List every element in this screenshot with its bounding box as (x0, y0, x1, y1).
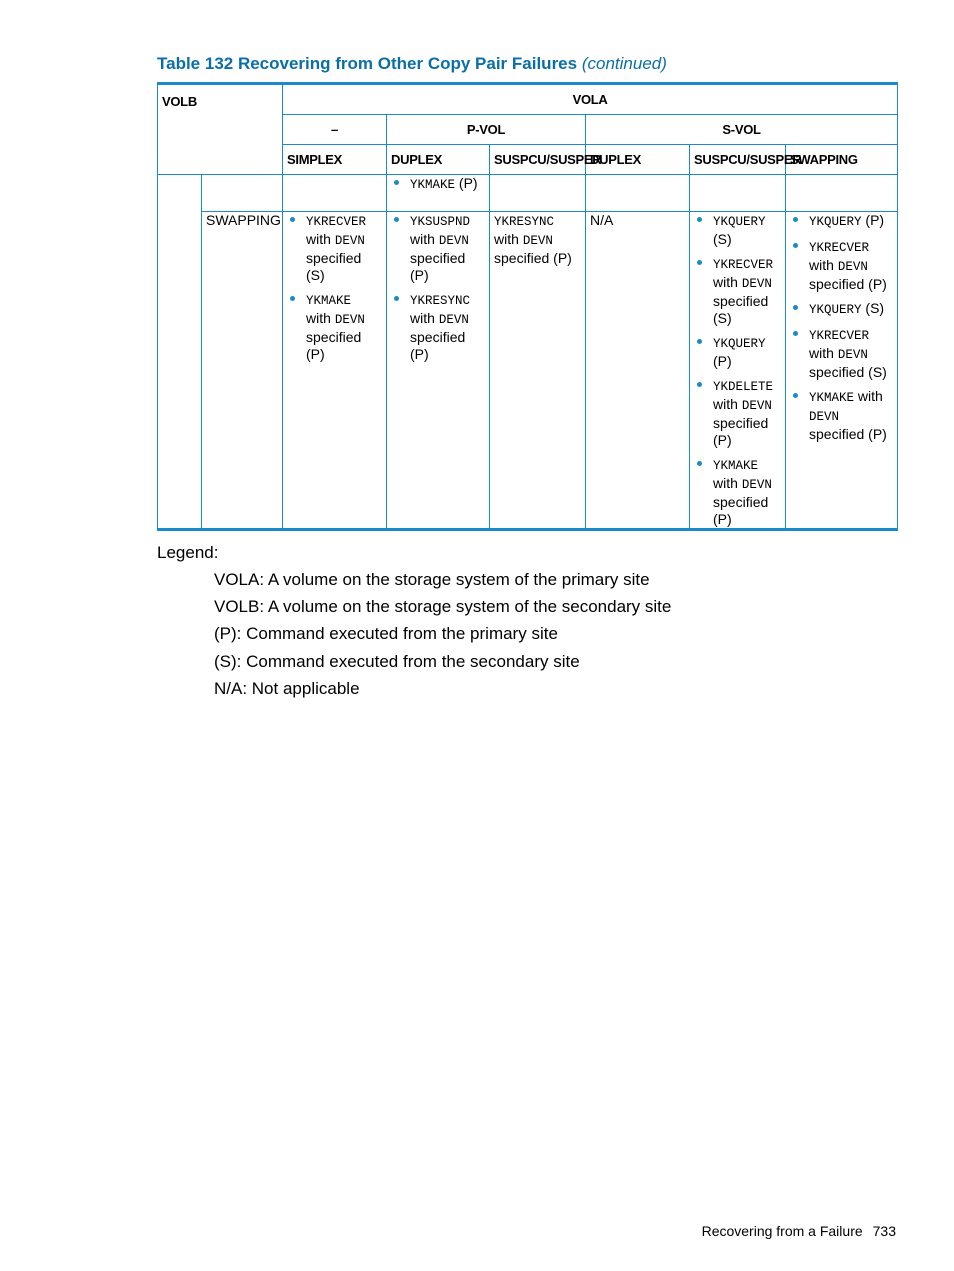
copy-pair-failure-table (157, 82, 898, 531)
table-cell (202, 175, 283, 212)
header-svol-duplex: DUPLEX (586, 145, 690, 175)
legend-item: (P): Command executed from the primary site (214, 624, 558, 644)
header-simplex: SIMPLEX (283, 145, 387, 175)
list-item: YKMAKE with DEVN specified (P) (694, 456, 781, 528)
header-pvol-suspcu: SUSPCU/SUSPER (490, 145, 586, 175)
caption-title: Table 132 Recovering from Other Copy Pair Failures (157, 54, 578, 73)
legend-item: VOLB: A volume on the storage system of the secondary site (214, 597, 672, 617)
list-item: YKMAKE with DEVN specified (P) (790, 388, 893, 443)
list-item: YKQUERY (P) (790, 212, 893, 231)
list-item: YKRECVER with DEVN specified (P) (790, 238, 893, 293)
list-item: YKRESYNC with DEVN specified (P) (391, 291, 485, 363)
table-cell (283, 212, 387, 530)
legend-item: N/A: Not applicable (214, 678, 360, 698)
table-cell (387, 175, 490, 212)
list-item: YKRECVER with DEVN specified (S) (287, 212, 382, 284)
list-item: YKRECVER with DEVN specified (S) (790, 326, 893, 381)
list-item: YKRECVER with DEVN specified (S) (694, 255, 781, 327)
header-vola: VOLA (283, 84, 898, 115)
list-item: YKMAKE with DEVN specified (P) (287, 291, 382, 363)
list-item: YKQUERY (S) (694, 212, 781, 248)
table-cell (690, 175, 786, 212)
table-cell: YKRESYNC with DEVN specified (P) (490, 212, 586, 530)
header-pvol: P-VOL (387, 115, 586, 145)
header-dash: – (283, 115, 387, 145)
table-cell (387, 212, 490, 530)
row-label-swapping: SWAPPING (202, 212, 283, 530)
legend-item: (S): Command executed from the secondary site (214, 651, 580, 671)
header-svol: S-VOL (586, 115, 898, 145)
caption-continued: (continued) (581, 54, 667, 73)
table-cell (586, 175, 690, 212)
table-cell (690, 212, 786, 530)
header-swapping: SWAPPING (786, 145, 898, 175)
list-item: YKQUERY (S) (790, 300, 893, 319)
command: YKMAKE (410, 178, 456, 192)
header-volb: VOLB (158, 84, 283, 175)
footer-section: Recovering from a Failure (701, 1223, 863, 1239)
table-cell: N/A (586, 212, 690, 530)
legend-item: VOLA: A volume on the storage system of the primary site (214, 570, 650, 589)
table-caption (157, 54, 667, 74)
legend-list (214, 570, 671, 706)
list-item: YKMAKE (P) (391, 175, 485, 194)
header-pvol-duplex: DUPLEX (387, 145, 490, 175)
page-footer (702, 1223, 896, 1239)
table-cell (283, 175, 387, 212)
table-cell (158, 175, 202, 530)
page-number: 733 (872, 1223, 896, 1239)
table-row (158, 212, 898, 530)
legend-title: Legend: (157, 543, 219, 562)
list-item: YKSUSPND with DEVN specified (P) (391, 212, 485, 284)
list-item: YKDELETE with DEVN specified (P) (694, 377, 781, 449)
list-item: YKQUERY (P) (694, 334, 781, 370)
table-cell (490, 175, 586, 212)
table-row (158, 175, 898, 212)
table-cell (786, 175, 898, 212)
header-svol-suspcu: SUSPCU/SUSPER (690, 145, 786, 175)
table-cell (786, 212, 898, 530)
